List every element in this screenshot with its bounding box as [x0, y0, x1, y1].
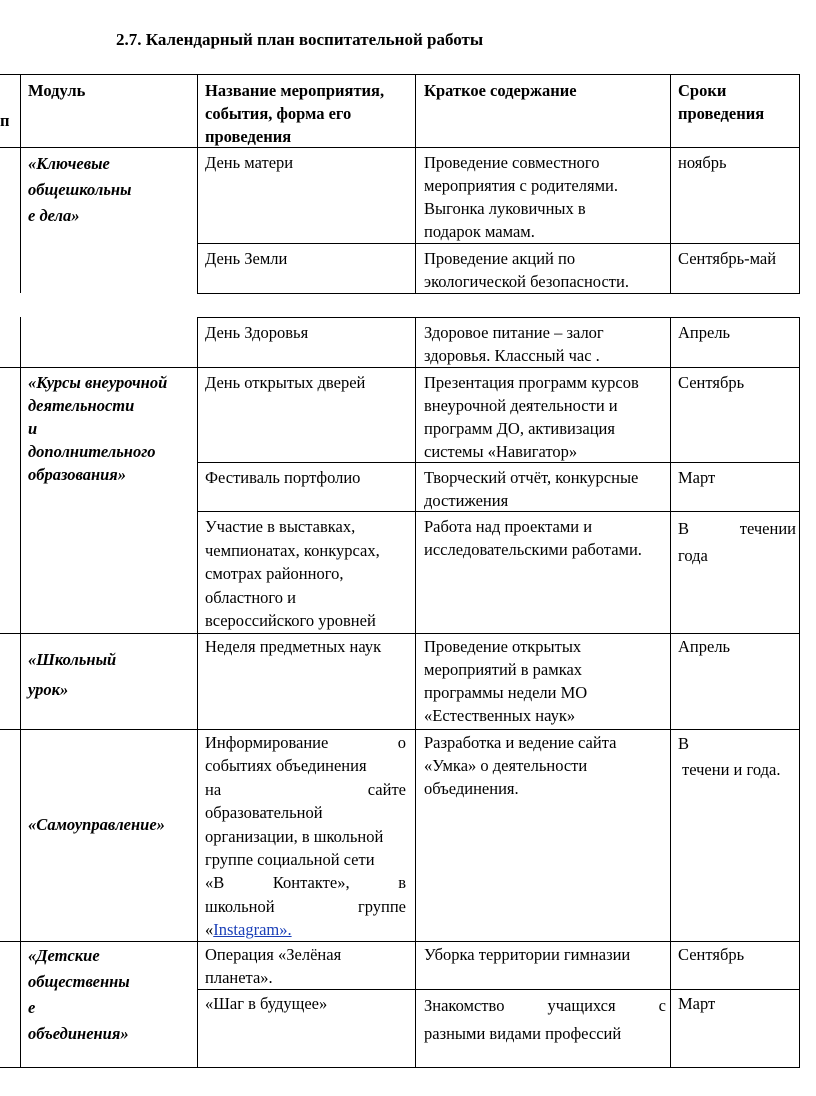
content-cell: Знакомство учащихся с разными видами профессий: [424, 996, 666, 1043]
header-module: Модуль: [28, 81, 86, 100]
event-cell: «Шаг в будущее»: [205, 994, 328, 1013]
content-cell: Разработка и ведение сайта «Умка» о деятельности объединения.: [424, 733, 617, 798]
period-cell: В течении года: [678, 519, 796, 565]
module-school-lesson: «Школьный урок»: [28, 650, 117, 699]
event-cell: День открытых дверей: [205, 373, 366, 392]
period-cell: В течени и года.: [678, 734, 781, 779]
period-cell: Апрель: [678, 323, 731, 342]
period-cell: Март: [678, 468, 716, 487]
content-cell: Проведение открытых мероприятий в рамках программы недели МО «Естественных наук»: [424, 637, 588, 725]
content-cell: Проведение совместного мероприятия с родителями. Выгонка луковичных в подарок мамам.: [424, 153, 618, 241]
content-cell: Проведение акций по экологической безопасности.: [424, 249, 629, 291]
content-cell: Здоровое питание – залог здоровья. Классный час .: [424, 323, 604, 365]
event-cell: Неделя предметных наук: [205, 637, 382, 656]
event-cell: Операция «Зелёная планета».: [205, 945, 342, 987]
instagram-link[interactable]: Instagram».: [213, 920, 292, 940]
header-event: Название мероприятия, события, форма его проведения: [205, 81, 385, 146]
period-cell: Март: [678, 994, 716, 1013]
period-cell: Сентябрь: [678, 373, 745, 392]
header-period: Сроки проведения: [678, 81, 765, 123]
content-cell: Презентация программ курсов внеурочной деятельности и программ ДО, активизация системы «Навигатор»: [424, 373, 639, 461]
content-cell: Работа над проектами и исследовательскими работами.: [424, 517, 642, 559]
event-cell: День Земли: [205, 249, 288, 268]
event-cell: День Здоровья: [205, 323, 309, 342]
period-cell: ноябрь: [678, 153, 727, 172]
header-content: Краткое содержание: [424, 81, 577, 100]
content-cell: Уборка территории гимназии: [424, 945, 631, 964]
module-courses: «Курсы внеурочной деятельности и дополнительного образования»: [28, 373, 168, 484]
event-cell: Участие в выставках, чемпионатах, конкурсах, смотрах районного, областного и всероссийского уровней: [205, 517, 380, 630]
module-key-events: «Ключевые общешкольны е дела»: [28, 154, 132, 225]
header-number: п: [0, 111, 10, 130]
module-children-associations: «Детские общественны е объединения»: [28, 946, 130, 1043]
page-title: 2.7. Календарный план воспитательной работы: [116, 30, 484, 49]
event-cell: Фестиваль портфолио: [205, 468, 361, 487]
period-cell: Сентябрь-май: [678, 249, 777, 268]
module-self-government: «Самоуправление»: [28, 815, 165, 834]
period-cell: Апрель: [678, 637, 731, 656]
event-cell: Информирование о событиях объединения на сайте образовательной организации, в школьной группе социальной сети «В Контакте», в школьной группе «Instagram».: [205, 733, 406, 940]
event-cell: День матери: [205, 153, 294, 172]
content-cell: Творческий отчёт, конкурсные достижения: [424, 468, 639, 510]
period-cell: Сентябрь: [678, 945, 745, 964]
